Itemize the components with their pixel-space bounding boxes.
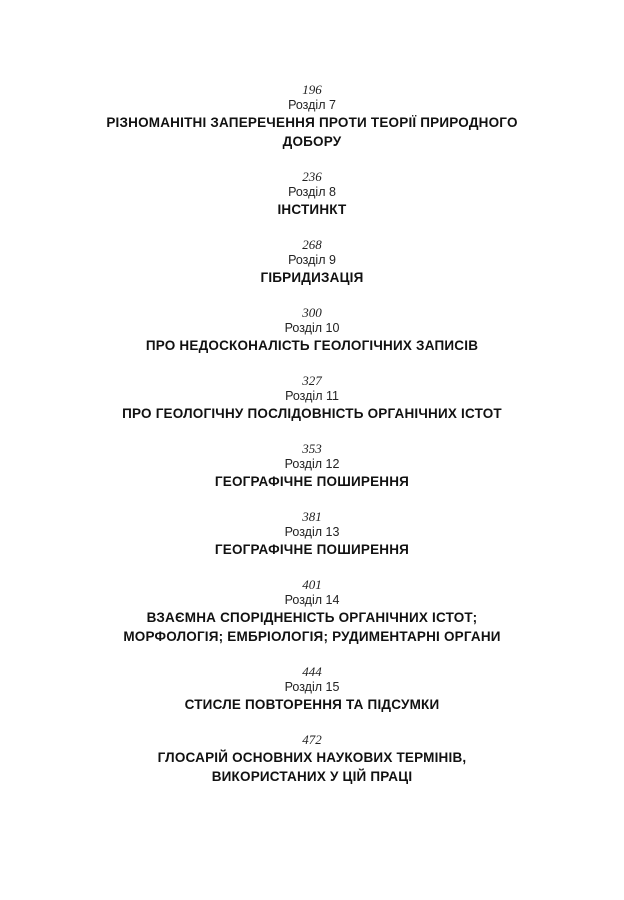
page-number: 327 bbox=[302, 373, 322, 388]
chapter-title bbox=[0, 472, 624, 491]
chapter-title-line: ГЕОГРАФІЧНЕ ПОШИРЕННЯ bbox=[214, 474, 410, 489]
table-of-contents bbox=[0, 82, 624, 804]
chapter-title-line: ГЛОСАРІЙ ОСНОВНИХ НАУКОВИХ ТЕРМІНІВ, bbox=[157, 750, 467, 765]
chapter-label: Розділ 10 bbox=[284, 321, 340, 335]
toc-entry-chapter-14[interactable] bbox=[0, 577, 624, 646]
toc-entry-chapter-9[interactable] bbox=[0, 237, 624, 287]
chapter-title-line: СТИСЛЕ ПОВТОРЕННЯ ТА ПІДСУМКИ bbox=[184, 697, 440, 712]
toc-entry-chapter-15[interactable] bbox=[0, 664, 624, 714]
toc-entry-glossary[interactable] bbox=[0, 732, 624, 786]
chapter-label: Розділ 11 bbox=[285, 389, 339, 403]
chapter-title-line: ПРО ГЕОЛОГІЧНУ ПОСЛІДОВНІСТЬ ОРГАНІЧНИХ ІСТОТ bbox=[122, 406, 502, 421]
chapter-label: Розділ 9 bbox=[288, 253, 336, 267]
page-number: 196 bbox=[302, 82, 322, 97]
chapter-title bbox=[0, 748, 624, 786]
chapter-title-line: ПРО НЕДОСКОНАЛІСТЬ ГЕОЛОГІЧНИХ ЗАПИСІВ bbox=[145, 338, 479, 353]
chapter-title-line: ГЕОГРАФІЧНЕ ПОШИРЕННЯ bbox=[214, 542, 410, 557]
page-number: 300 bbox=[302, 305, 322, 320]
chapter-label: Розділ 14 bbox=[284, 593, 340, 607]
chapter-label: Розділ 8 bbox=[288, 185, 336, 199]
page-number: 444 bbox=[302, 664, 322, 679]
page-number: 472 bbox=[302, 732, 322, 747]
page-number: 353 bbox=[302, 441, 322, 456]
page-number: 401 bbox=[302, 577, 322, 592]
chapter-title-line: МОРФОЛОГІЯ; ЕМБРІОЛОГІЯ; РУДИМЕНТАРНІ ОРГАНИ bbox=[123, 629, 501, 644]
toc-entry-chapter-7[interactable] bbox=[0, 82, 624, 151]
chapter-title bbox=[0, 608, 624, 646]
chapter-label: Розділ 7 bbox=[288, 98, 336, 112]
toc-entry-chapter-12[interactable] bbox=[0, 441, 624, 491]
chapter-title-line: ІНСТИНКТ bbox=[277, 202, 347, 217]
page-number: 381 bbox=[302, 509, 322, 524]
chapter-title-line: ВИКОРИСТАНИХ У ЦІЙ ПРАЦІ bbox=[211, 769, 413, 784]
chapter-title bbox=[0, 695, 624, 714]
chapter-title bbox=[0, 540, 624, 559]
chapter-title bbox=[0, 404, 624, 423]
toc-entry-chapter-10[interactable] bbox=[0, 305, 624, 355]
chapter-title bbox=[0, 113, 624, 151]
chapter-label: Розділ 15 bbox=[284, 680, 340, 694]
toc-entry-chapter-8[interactable] bbox=[0, 169, 624, 219]
page-number: 268 bbox=[302, 237, 322, 252]
chapter-title bbox=[0, 268, 624, 287]
chapter-title-line: РІЗНОМАНІТНІ ЗАПЕРЕЧЕННЯ ПРОТИ ТЕОРІЇ ПРИРОДНОГО bbox=[106, 115, 518, 130]
chapter-title-line: ВЗАЄМНА СПОРІДНЕНІСТЬ ОРГАНІЧНИХ ІСТОТ; bbox=[146, 610, 478, 625]
toc-entry-chapter-11[interactable] bbox=[0, 373, 624, 423]
page-number: 236 bbox=[302, 169, 322, 184]
chapter-title bbox=[0, 336, 624, 355]
chapter-label: Розділ 12 bbox=[284, 457, 340, 471]
chapter-title-line: ГІБРИДИЗАЦІЯ bbox=[260, 270, 364, 285]
toc-entry-chapter-13[interactable] bbox=[0, 509, 624, 559]
chapter-title bbox=[0, 200, 624, 219]
chapter-label: Розділ 13 bbox=[284, 525, 340, 539]
chapter-title-line: ДОБОРУ bbox=[282, 134, 342, 149]
